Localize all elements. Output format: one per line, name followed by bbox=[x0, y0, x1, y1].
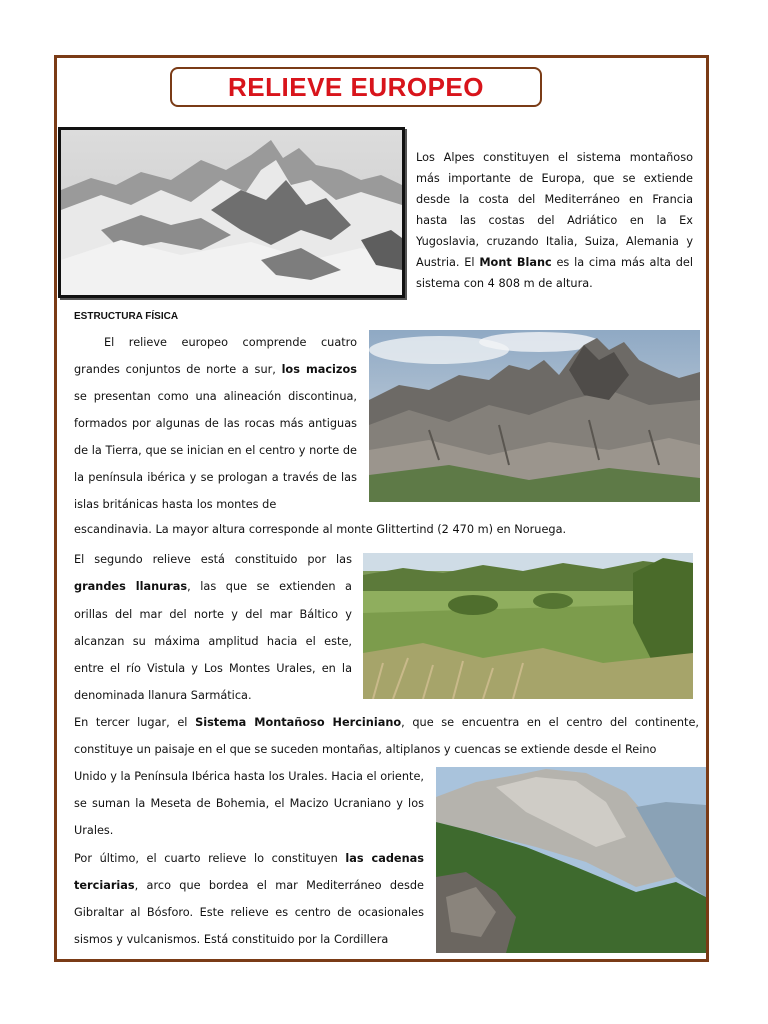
sistema-herciniano-bold: Sistema Montañoso Herciniano bbox=[195, 716, 402, 729]
alps-text-1: Los Alpes constituyen el sistema montañoso más importante de Europa, que se extiende desde la costa del Mediterráneo en Francia hasta las costas del Adriático en la Ex Yugoslavia, cruzando Italia, Suiza, Alemania y Austria. El bbox=[416, 151, 693, 269]
macizos-photo bbox=[369, 330, 700, 502]
p4-text-2: , arco que bordea el mar Mediterráneo desde Gibraltar al Bósforo. Este relieve es centro de ocasionales sismos y vulcanismos. Está constituido por la Cordillera bbox=[74, 879, 424, 946]
p1-text-1: El relieve europeo comprende cuatro grandes conjuntos de norte a sur, bbox=[74, 336, 357, 376]
macizos-paragraph-end: escandinavia. La mayor altura corresponde al monte Glittertind (2 470 m) en Noruega. bbox=[74, 523, 567, 536]
p3-text-1: En tercer lugar, el bbox=[74, 716, 196, 729]
llanuras-paragraph bbox=[74, 546, 352, 710]
page-title: RELIEVE EUROPEO bbox=[228, 71, 484, 102]
macizos-paragraph bbox=[74, 329, 357, 518]
alps-text-2: es la cima más alta del sistema con 4 808 m de altura. bbox=[416, 256, 693, 290]
herciniano-paragraph-cont: Unido y la Península Ibérica hasta los Urales. Hacia el oriente, se suman la Meseta de Bohemia, el Macizo Ucraniano y los Urales. bbox=[74, 770, 424, 837]
herciniano-paragraph bbox=[74, 709, 699, 763]
p4-text-1: Por último, el cuarto relieve lo constituyen bbox=[74, 852, 346, 865]
cadenas-terciarias-bold: las cadenas terciarias bbox=[74, 852, 424, 892]
p2-text-2: , las que se extienden a orillas del mar del norte y del mar Báltico y alcanzan su máxima amplitud hacia el este, entre el río Vistula y Los Montes Urales, en la denominada llanura Sarmática. bbox=[74, 580, 352, 703]
p1-text-2: se presentan como una alineación discontinua, formados por algunas de las rocas más antiguas de la Tierra, que se inician en el centro y norte de la península ibérica y se prologan a través de las islas británicas hasta los montes de bbox=[74, 390, 357, 511]
los-macizos-bold: los macizos bbox=[281, 363, 357, 376]
alps-photo bbox=[58, 127, 405, 298]
p3-text-2: , que se encuentra en el centro del continente, constituye un paisaje en el que se suceden montañas, altiplanos y cuencas se extiende desde el Reino bbox=[74, 716, 700, 756]
herciniano-photo bbox=[436, 767, 706, 953]
alps-paragraph bbox=[416, 147, 693, 294]
llanura-photo bbox=[363, 553, 693, 699]
title-box bbox=[170, 67, 542, 107]
p2-text-1: El segundo relieve está constituido por las bbox=[74, 553, 352, 566]
terciarias-paragraph bbox=[74, 845, 424, 953]
section-heading: ESTRUCTURA FÍSICA bbox=[74, 311, 179, 322]
grandes-llanuras-bold: grandes llanuras bbox=[74, 580, 188, 594]
mont-blanc-bold: Mont Blanc bbox=[479, 256, 552, 269]
